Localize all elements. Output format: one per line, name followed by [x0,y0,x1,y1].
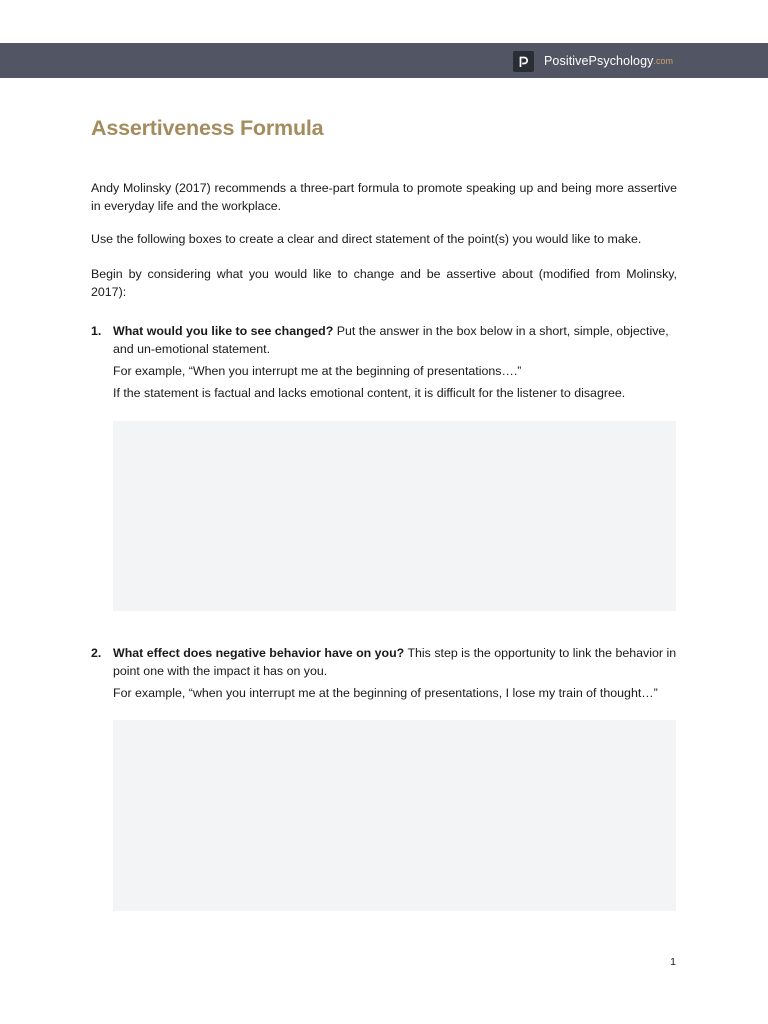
step-question: What would you like to see changed? [113,324,334,338]
instructions-paragraph: Use the following boxes to create a clear and direct statement of the point(s) you would like to make. [91,232,642,246]
step-prompt [113,644,677,680]
logo-name: PositivePsychology [543,54,654,68]
step-2 [91,644,677,702]
step-number: 2. [91,646,102,660]
step-number: 1. [91,324,102,338]
answer-box-1[interactable] [113,421,676,611]
intro-paragraph: Andy Molinsky (2017) recommends a three-part formula to promote speaking up and being more assertive in everyday life and the workplace. [91,181,677,213]
logo-suffix: .com [653,56,673,66]
step-example: For example, “when you interrupt me at the beginning of presentations, I lose my train of thought…” [113,686,658,700]
step-1 [91,322,677,402]
step-instruction: Put the answer in the box below in a short, simple, objective, and un-emotional statement. [113,324,669,356]
page-title: Assertiveness Formula [91,116,324,140]
step-example: For example, “When you interrupt me at the beginning of presentations….” [113,364,522,378]
page-number: 1 [670,956,676,968]
answer-box-2[interactable] [113,720,676,911]
step-question: What effect does negative behavior have on you? [113,646,405,660]
step-note: If the statement is factual and lacks emotional content, it is difficult for the listener to disagree. [113,386,626,400]
step-instruction: This step is the opportunity to link the behavior in point one with the impact it has on you. [113,646,677,678]
step-prompt [113,322,677,358]
lead-in-paragraph: Begin by considering what you would like to change and be assertive about (modified from Molinsky, 2017): [91,267,677,299]
header-bar [0,43,768,78]
p-logo-icon [513,51,534,72]
positive-psychology-logo[interactable] [513,50,673,72]
